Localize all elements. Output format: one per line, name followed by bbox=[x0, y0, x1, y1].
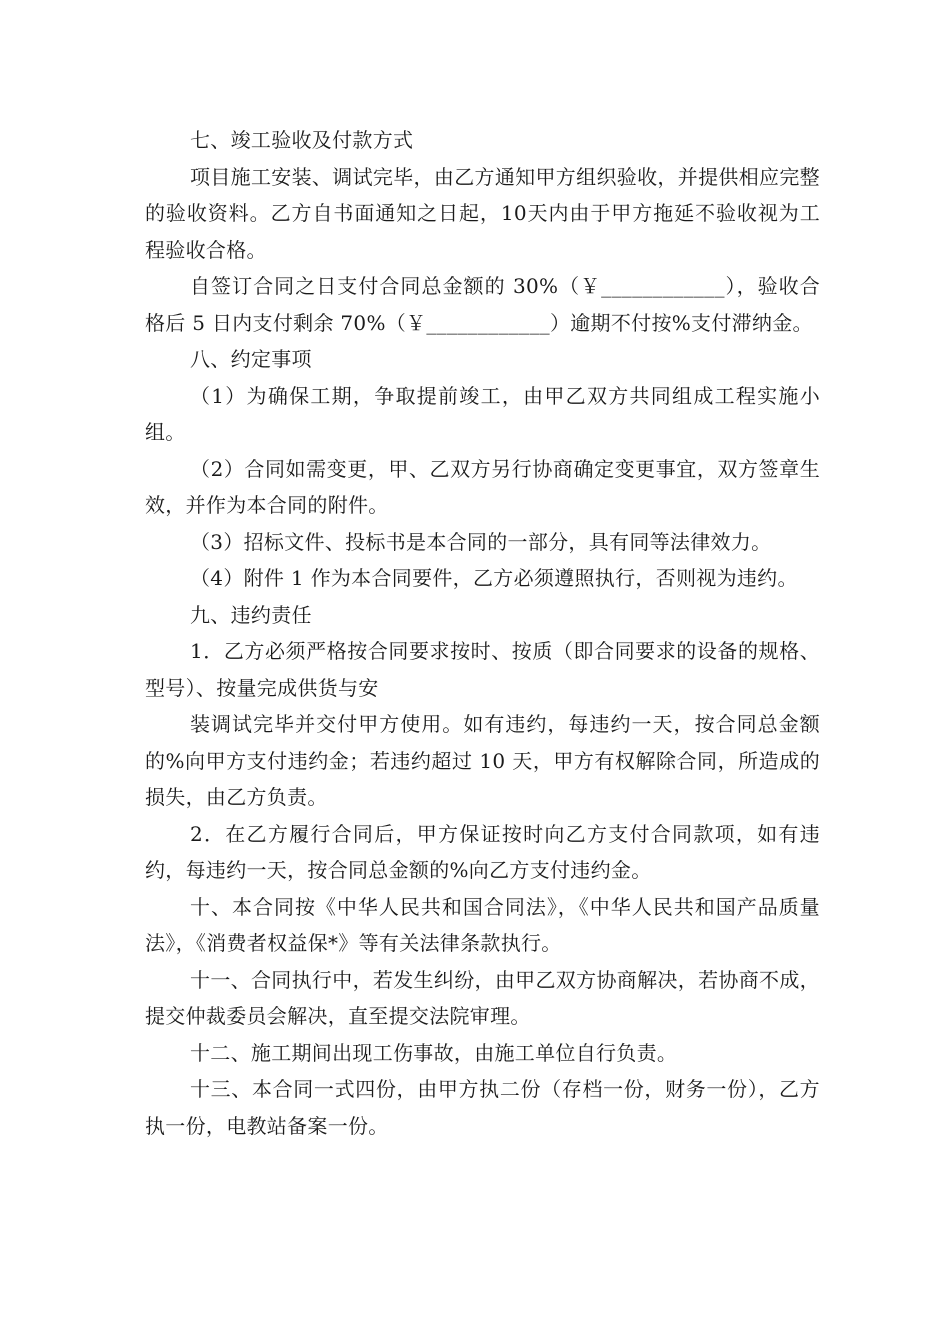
section-heading-acceptance-payment: 七、竣工验收及付款方式 bbox=[190, 128, 414, 152]
section-dispute-resolution: 十一、合同执行中，若发生纠纷，由甲乙双方协商解决，若协商不成，提交仲裁委员会解决，直至提交法院审理。 bbox=[145, 967, 820, 1028]
paragraph-payment-terms: 自签订合同之日支付合同总金额的 30%（￥____________），验收合格后 5 日内支付剩余 70%（￥____________）逾期不付按%支付滞纳金。 bbox=[145, 274, 820, 335]
section-copies: 十三、本合同一式四份，由甲方执二份（存档一份，财务一份），乙方执一份，电教站备案一份。 bbox=[145, 1077, 820, 1138]
liability-item-1-part-a: 1．乙方必须严格按合同要求按时、按质（即合同要求的设备的规格、型号）、按量完成供货与安 bbox=[145, 639, 820, 700]
section-heading-liability: 九、违约责任 bbox=[190, 602, 312, 627]
section-work-injury: 十二、施工期间出现工伤事故，由施工单位自行负责。 bbox=[190, 1040, 678, 1065]
agreed-matter-item-3: （3）招标文件、投标书是本合同的一部分，具有同等法律效力。 bbox=[190, 529, 772, 554]
agreed-matter-item-1: （1）为确保工期，争取提前竣工，由甲乙双方共同组成工程实施小组。 bbox=[145, 383, 820, 444]
liability-item-1-part-b: 装调试完毕并交付甲方使用。如有违约，每违约一天，按合同总金额的%向甲方支付违约金；若违约超过 10 天，甲方有权解除合同，所造成的损失，由乙方负责。 bbox=[145, 712, 820, 809]
agreed-matter-item-4: （4）附件 1 作为本合同要件，乙方必须遵照执行，否则视为违约。 bbox=[190, 566, 798, 590]
paragraph-acceptance: 项目施工安装、调试完毕，由乙方通知甲方组织验收，并提供相应完整的验收资料。乙方自书面通知之日起，10天内由于甲方拖延不验收视为工程验收合格。 bbox=[145, 164, 820, 262]
section-applicable-law: 十、本合同按《中华人民共和国合同法》，《中华人民共和国产品质量法》，《消费者权益保*》等有关法律条款执行。 bbox=[145, 894, 820, 955]
section-heading-agreed-matters: 八、约定事项 bbox=[190, 347, 312, 371]
liability-item-2: 2．在乙方履行合同后，甲方保证按时向乙方支付合同款项，如有违约，每违约一天，按合同总金额的%向乙方支付违约金。 bbox=[145, 821, 820, 882]
agreed-matter-item-2: （2）合同如需变更，甲、乙双方另行协商确定变更事宜，双方签章生效，并作为本合同的附件。 bbox=[145, 456, 820, 517]
